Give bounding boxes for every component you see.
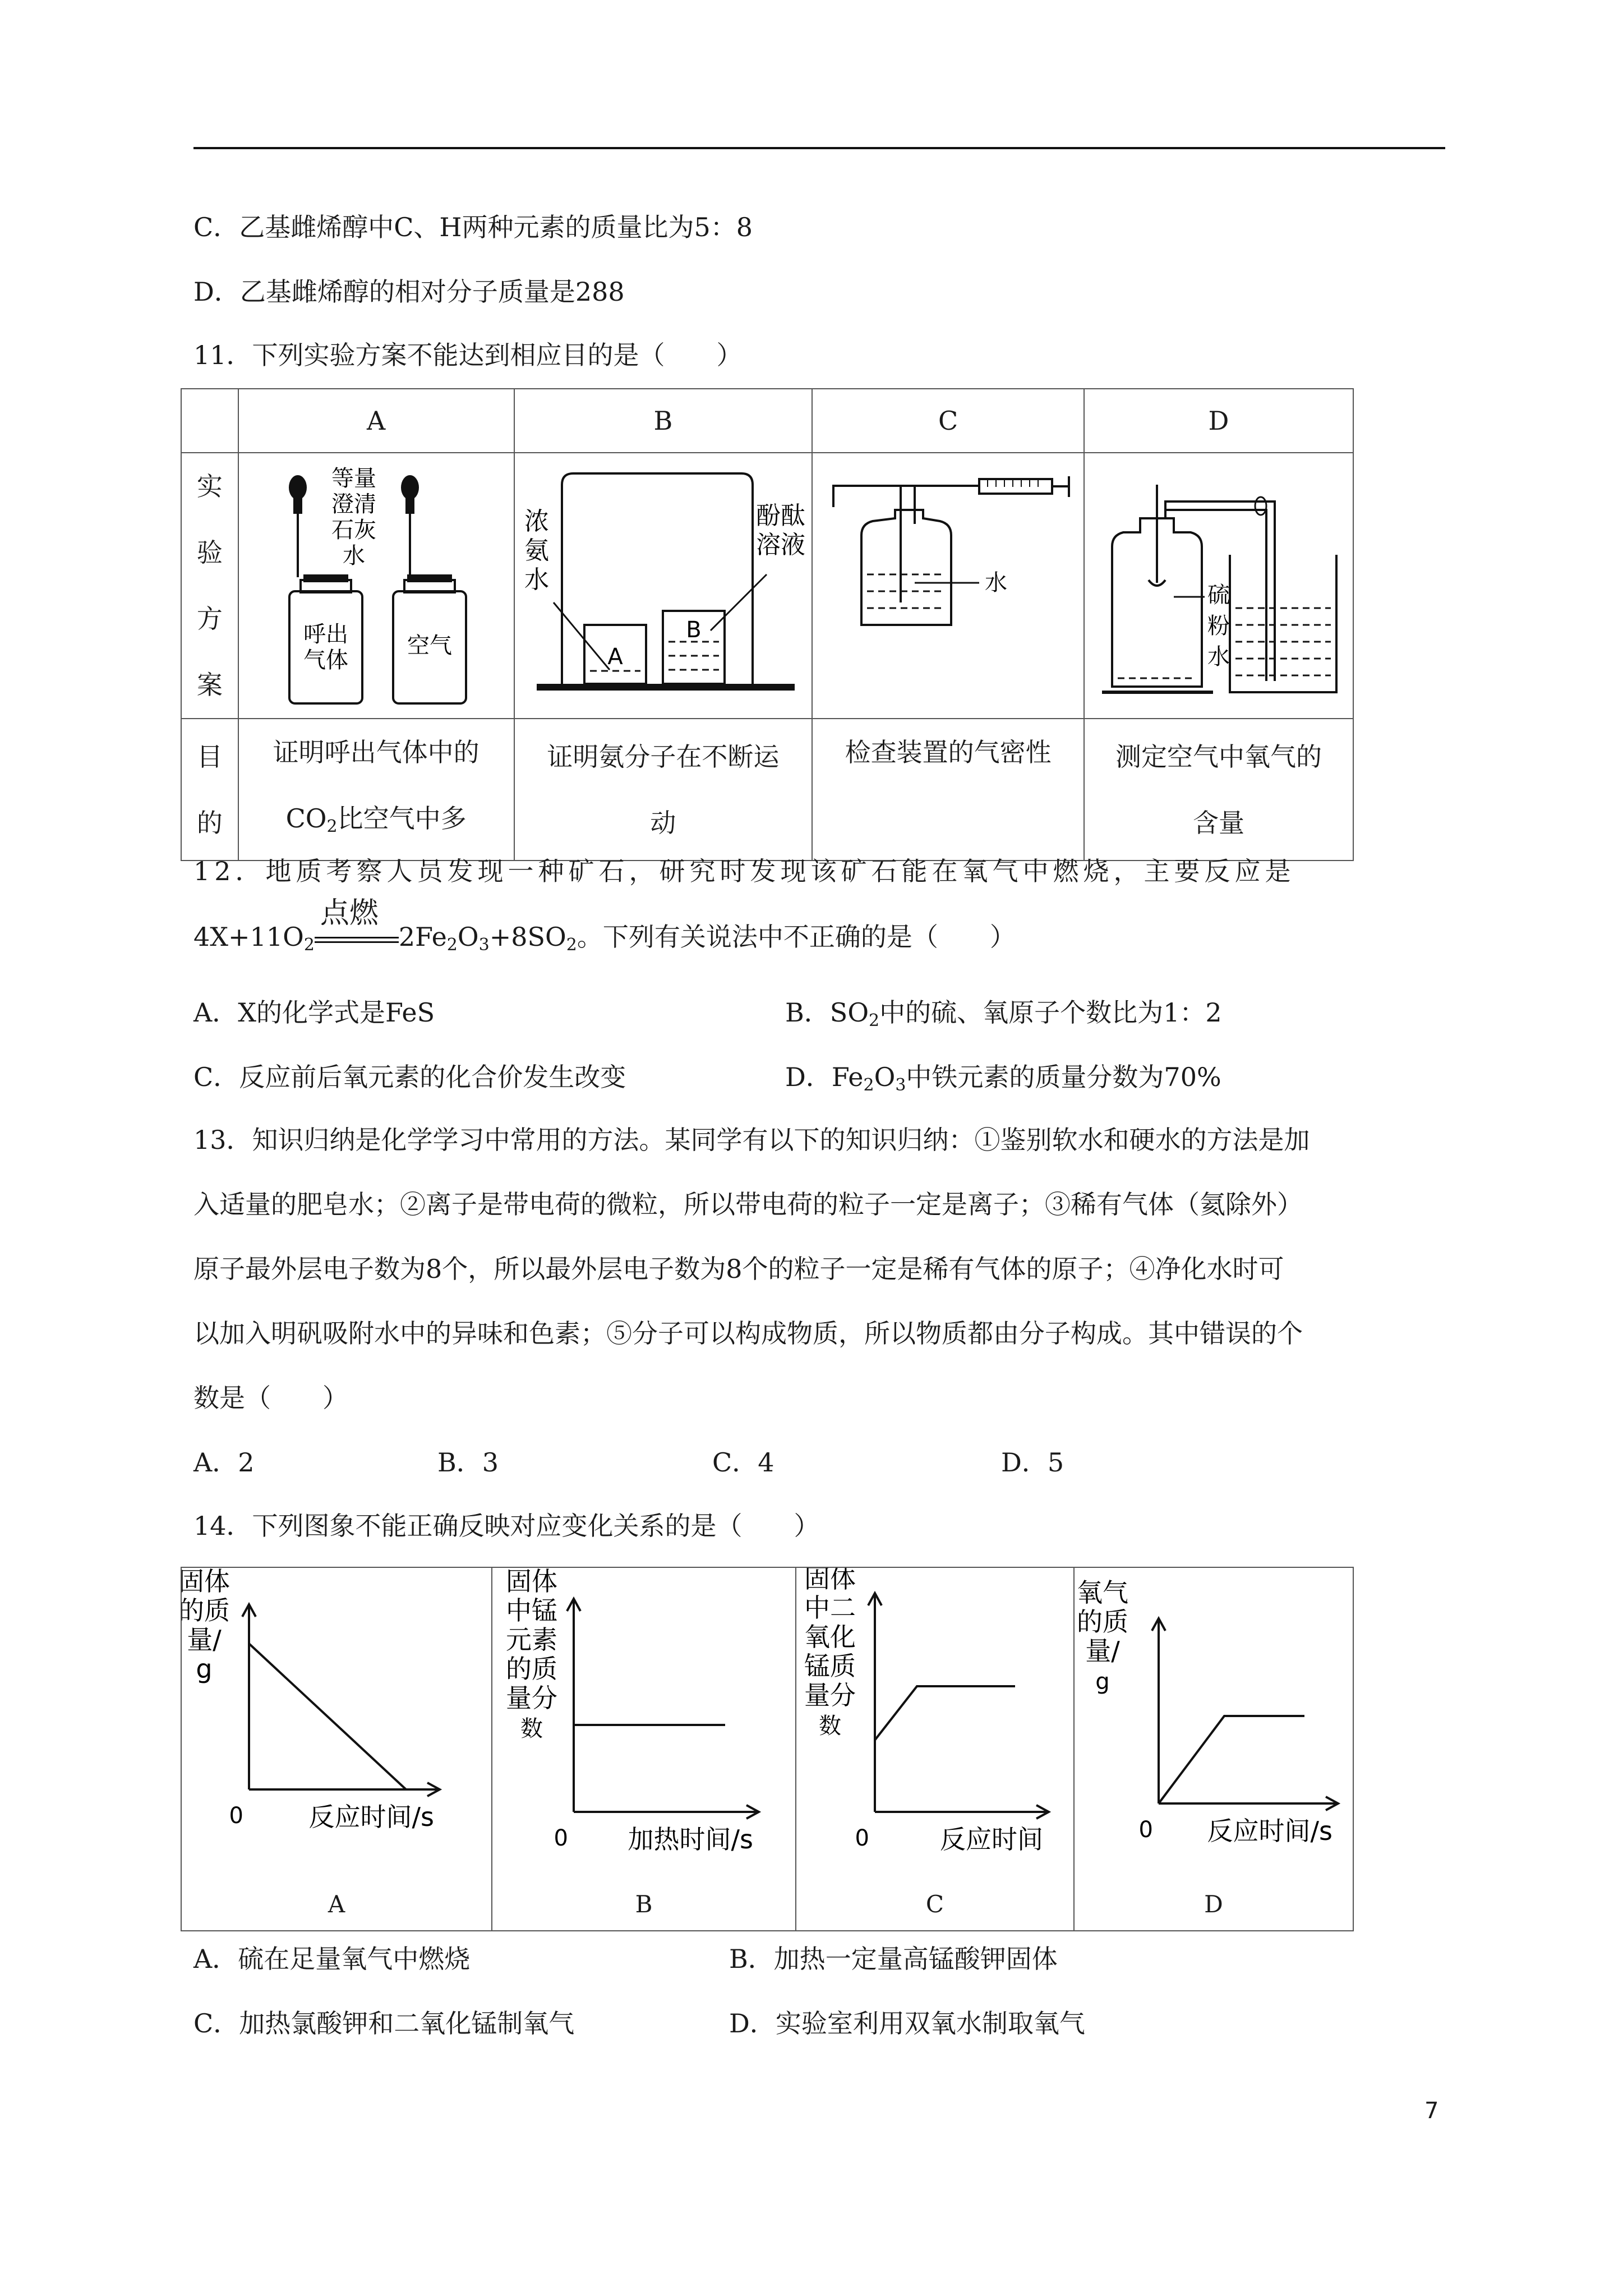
purpose-a: 证明呼出气体中的 $CO_2$比空气中多: [238, 719, 514, 861]
svg-text:硫: 硫: [1207, 582, 1230, 608]
header-a: A: [238, 389, 514, 453]
y-axis-label: 的质: [1077, 1607, 1128, 1637]
diagram-d: [1084, 453, 1353, 719]
header-b: B: [514, 389, 813, 453]
chart-d-caption: D: [1204, 1890, 1223, 1918]
q13-line-2: 入适量的肥皂水；②离子是带电荷的微粒，所以带电荷的粒子一定是离子；③稀有气体（氦除外）: [193, 1189, 1303, 1220]
series-line: [1159, 1716, 1304, 1803]
y-axis-label: g: [1095, 1669, 1110, 1695]
svg-text:气体: 气体: [303, 647, 348, 673]
x-axis-label: 反应时间/s: [1207, 1816, 1332, 1846]
y-axis-label: 量分: [506, 1683, 557, 1713]
y-axis-label: 量/: [1085, 1636, 1120, 1666]
svg-text:等量: 等量: [331, 466, 376, 491]
purpose-d: 测定空气中氧气的 含量: [1084, 719, 1353, 861]
q13-option-d: D．5: [1001, 1447, 1064, 1478]
chart-a-caption: A: [328, 1890, 345, 1918]
q12-option-b: B．$SO_2$中的硫、氧原子个数比为1：2: [785, 997, 1222, 1030]
chart-b-panel: [491, 1567, 796, 1931]
q13-option-b: B．3: [437, 1447, 499, 1478]
q11-stem: 11．下列实验方案不能达到相应目的是（ ）: [193, 340, 743, 370]
q12-option-a: A．X的化学式是FeS: [193, 997, 435, 1028]
purpose-b: 证明氨分子在不断运 动: [514, 719, 813, 861]
chart-a-panel: [181, 1567, 492, 1931]
q12-stem: 12．地质考察人员发现一种矿石，研究时发现该矿石能在氧气中燃烧，主要反应是: [193, 856, 1295, 886]
airtightness-diagram: [817, 462, 1080, 709]
q10-option-d: D．乙基雌烯醇的相对分子质量是288: [193, 277, 625, 307]
svg-text:空气: 空气: [407, 633, 452, 659]
q14-stem: 14．下列图象不能正确反映对应变化关系的是（ ）: [193, 1511, 820, 1541]
diagram-c: [812, 453, 1084, 719]
svg-text:粉: 粉: [1207, 613, 1230, 639]
x-axis-label: 反应时间/s: [308, 1802, 434, 1832]
svg-text:水: 水: [342, 543, 365, 569]
reaction-condition: 点燃: [315, 920, 399, 954]
origin-label: 0: [855, 1825, 869, 1851]
origin-label: 0: [229, 1803, 243, 1829]
x-axis-label: 反应时间: [940, 1824, 1043, 1855]
q13-option-a: A．2: [193, 1447, 255, 1478]
y-axis-label: 固体: [182, 1568, 230, 1596]
ammonia-diffusion-diagram: [520, 462, 806, 709]
row-label-purpose: 目 的: [181, 719, 238, 861]
q13-line-1: 13．知识归纳是化学学习中常用的方法。某同学有以下的知识归纳：①鉴别软水和硬水的方法是加: [193, 1125, 1310, 1155]
q12-equation: $4X+11O_2$ 点燃 $2Fe_2O_3+8SO_2$。下列有关说法中不正确的是（ ）: [193, 896, 1016, 955]
row-label-scheme: 实 验 方 案: [181, 453, 238, 719]
chart-b: [492, 1568, 795, 1882]
q12-option-c: C．反应前后氧元素的化合价发生改变: [193, 1062, 626, 1092]
svg-text:水: 水: [984, 570, 1007, 596]
series-line: [875, 1686, 1015, 1740]
q13-option-c: C．4: [712, 1447, 774, 1478]
svg-text:A: A: [607, 644, 624, 670]
svg-text:水: 水: [524, 565, 550, 594]
y-axis-label: 固体: [506, 1568, 557, 1596]
y-axis-label: 数: [520, 1716, 543, 1742]
diagram-a: [238, 453, 514, 719]
origin-label: 0: [1138, 1817, 1153, 1843]
chart-c-panel: [795, 1567, 1075, 1931]
y-axis-label: 中锰: [506, 1595, 557, 1626]
svg-text:水: 水: [1207, 644, 1230, 670]
chart-c-caption: C: [925, 1890, 944, 1918]
chart-c: [796, 1568, 1073, 1882]
svg-text:浓: 浓: [524, 507, 550, 536]
chart-d-panel: [1073, 1567, 1354, 1931]
diagram-b: [514, 453, 813, 719]
q14-option-d: D．实验室利用双氧水制取氧气: [729, 2008, 1085, 2039]
header-c: C: [812, 389, 1084, 453]
y-axis-label: 固体: [804, 1568, 856, 1594]
header-rule: [193, 147, 1445, 149]
header-d: D: [1084, 389, 1353, 453]
svg-text:酚酞: 酚酞: [756, 501, 806, 530]
page-number: 7: [1424, 2098, 1439, 2124]
y-axis-label: 元素: [506, 1625, 557, 1655]
q14-option-b: B．加热一定量高锰酸钾固体: [729, 1944, 1058, 1974]
y-axis-label: 氧气: [1077, 1577, 1128, 1608]
q13-line-3: 原子最外层电子数为8个，所以最外层电子数为8个的粒子一定是稀有气体的原子；④净化水时可: [193, 1254, 1284, 1284]
y-axis-label: 量/: [187, 1625, 222, 1655]
svg-text:石灰: 石灰: [331, 517, 376, 543]
table-corner: [181, 389, 238, 453]
oxygen-content-diagram: [1090, 462, 1348, 709]
x-axis-label: 加热时间/s: [628, 1824, 753, 1855]
y-axis-label: g: [196, 1654, 213, 1684]
purpose-c: 检查装置的气密性: [812, 719, 1084, 861]
chart-b-caption: B: [635, 1890, 653, 1918]
y-axis-label: 锰质: [804, 1651, 856, 1681]
svg-text:澄清: 澄清: [331, 491, 376, 517]
y-axis-label: 氧化: [804, 1622, 856, 1652]
svg-text:溶液: 溶液: [756, 531, 806, 559]
svg-text:氨: 氨: [524, 536, 550, 565]
q10-option-c: C．乙基雌烯醇中C、H两种元素的质量比为5：8: [193, 212, 753, 242]
breath-co2-diagram: [245, 462, 508, 709]
q14-option-a: A．硫在足量氧气中燃烧: [193, 1944, 471, 1974]
q13-line-4: 以加入明矾吸附水中的异味和色素；⑤分子可以构成物质，所以物质都由分子构成。其中错误的个: [193, 1318, 1303, 1349]
q11-table: [181, 388, 1354, 861]
y-axis-label: 中二: [804, 1593, 856, 1623]
chart-d: [1075, 1568, 1353, 1882]
svg-text:B: B: [686, 617, 702, 643]
q13-line-5: 数是（ ）: [193, 1383, 348, 1413]
chart-a: [182, 1568, 491, 1882]
y-axis-label: 量分: [804, 1680, 856, 1710]
y-axis-label: 的质: [182, 1595, 230, 1626]
q14-option-c: C．加热氯酸钾和二氧化锰制氧气: [193, 2008, 575, 2039]
q12-option-d: D．$Fe_2O_3$中铁元素的质量分数为70%: [785, 1062, 1221, 1095]
origin-label: 0: [554, 1825, 568, 1851]
y-axis-label: 数: [819, 1713, 841, 1739]
y-axis-label: 的质: [506, 1654, 557, 1684]
svg-text:呼出: 呼出: [303, 622, 348, 647]
series-line: [249, 1644, 406, 1789]
